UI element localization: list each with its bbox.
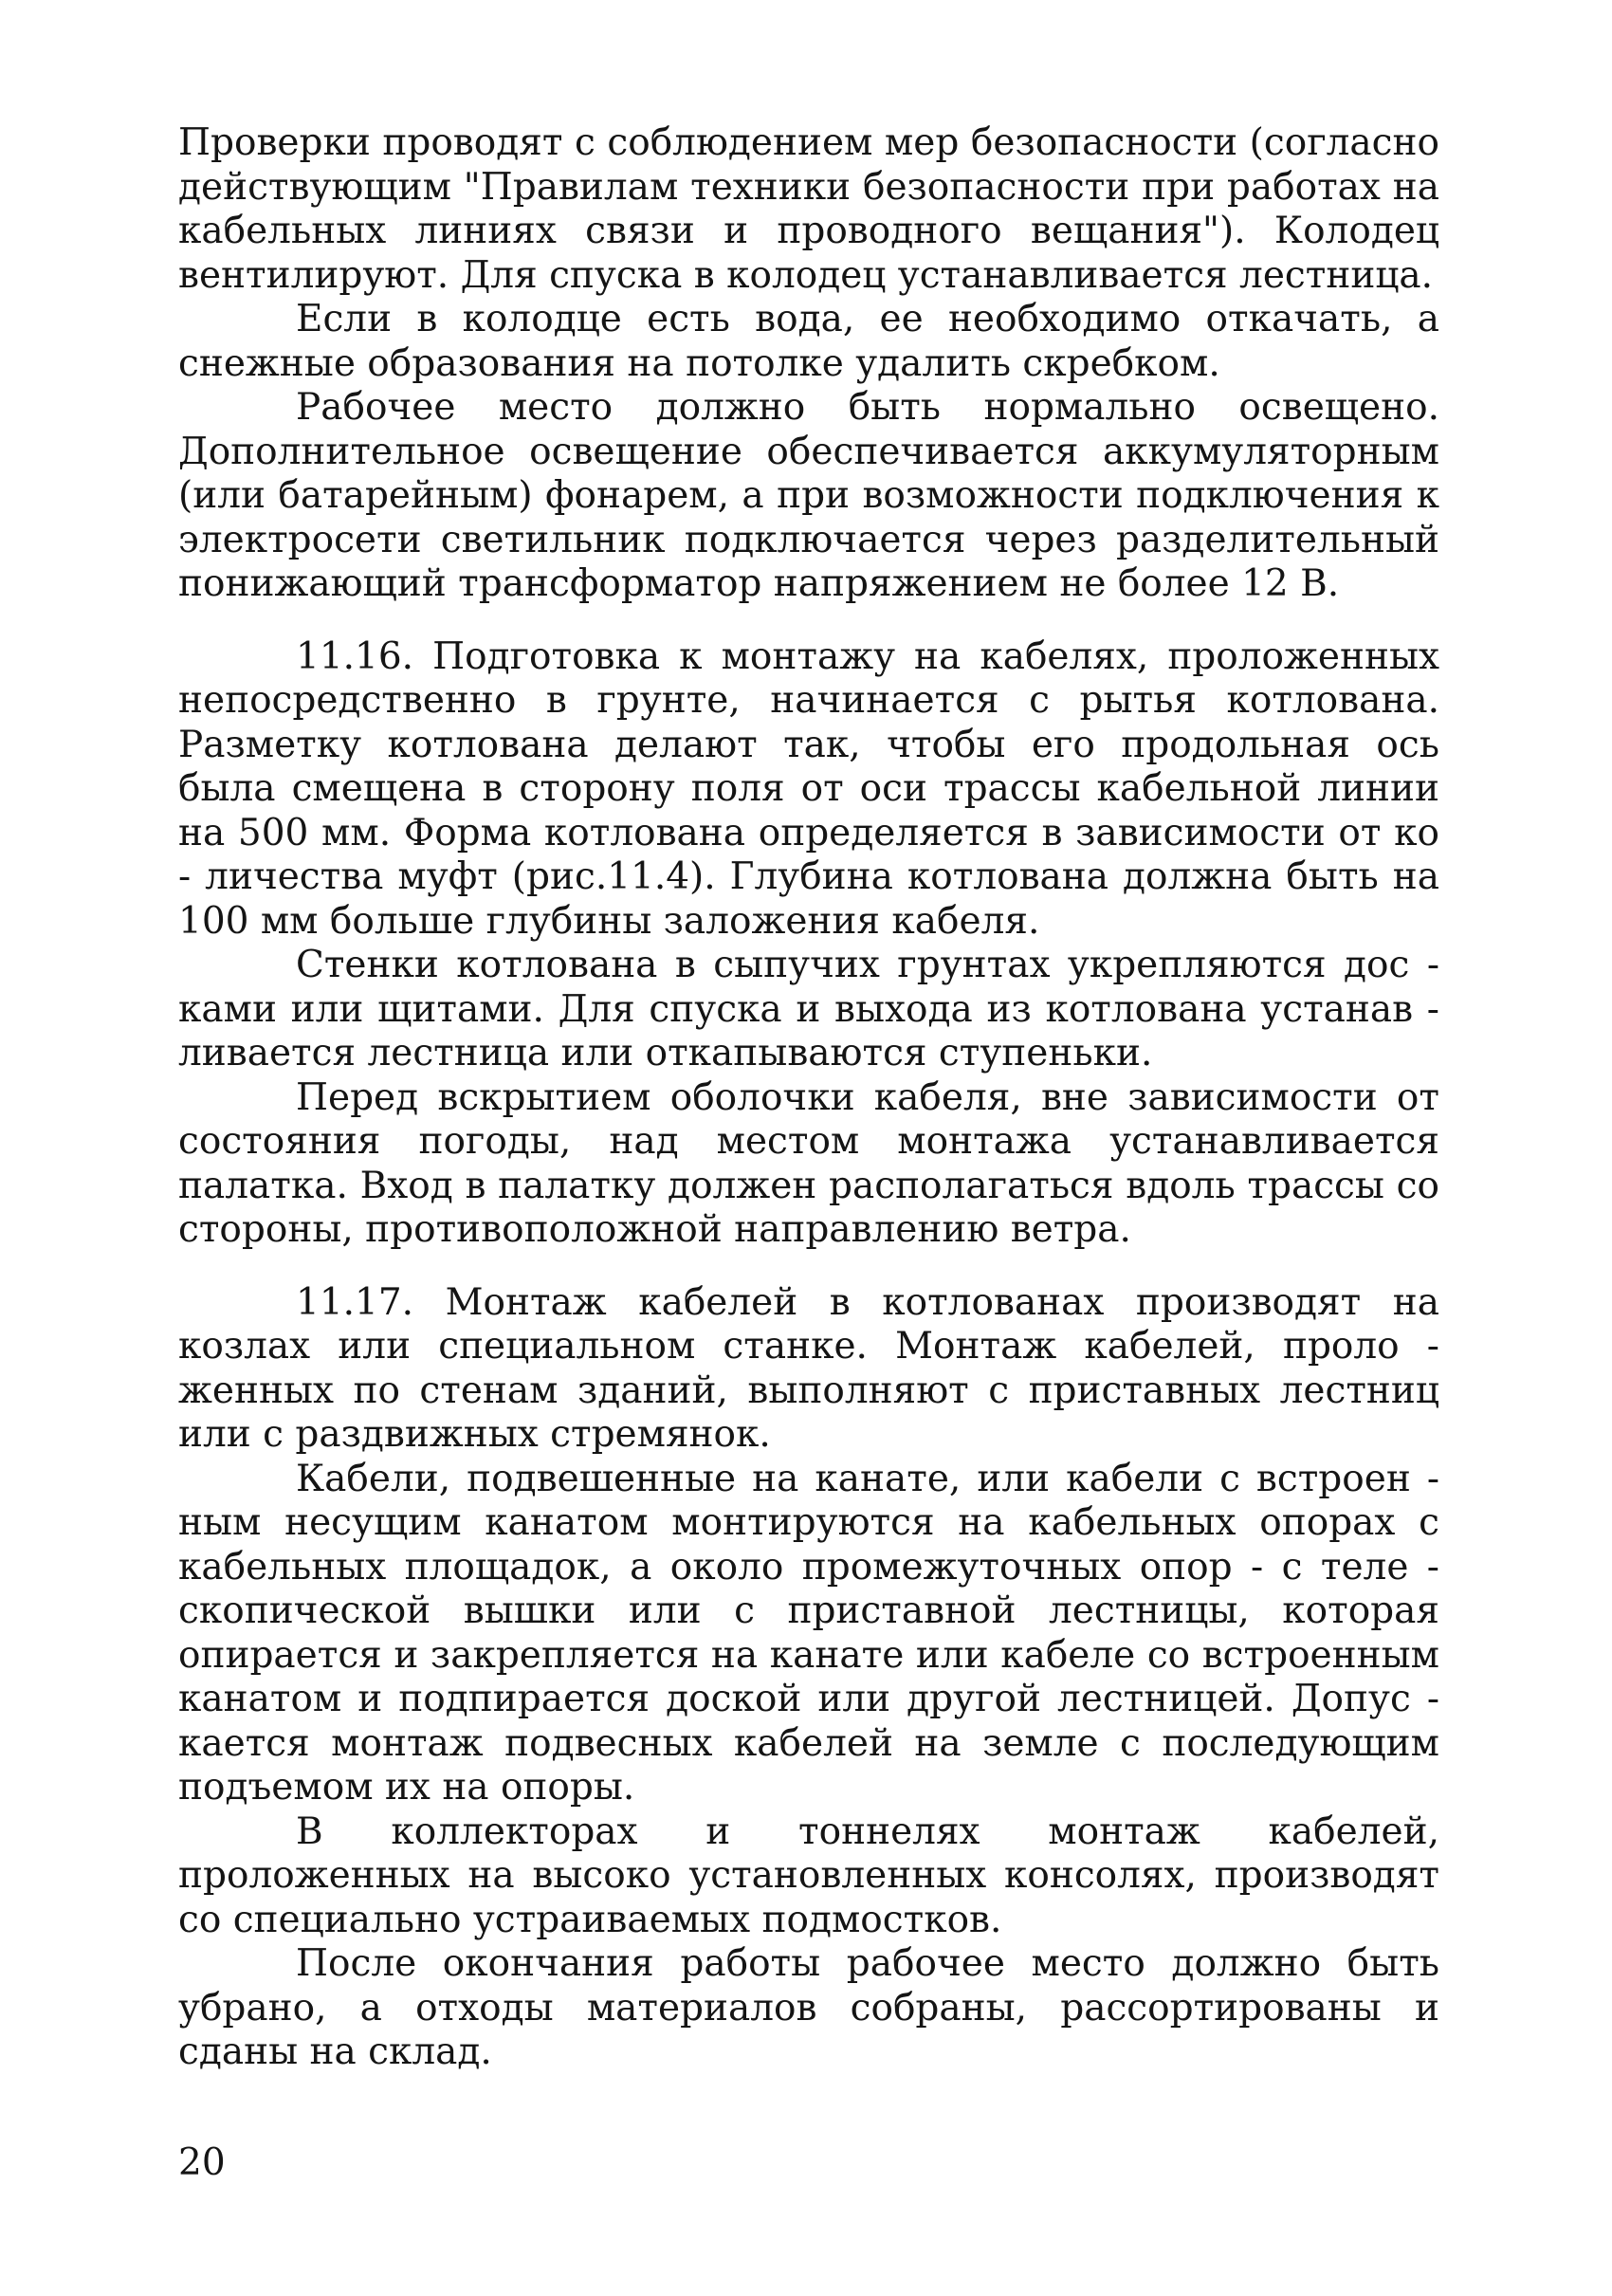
paragraph-suspended-cables: Кабели, подвешенные на канате, или кабели с встроен - ным несущим канатом монтируются на кабельных опорах с кабельных площадок, а около промежуточных опор - с теле - скопической вышки или с приставной лестницы, которая опирается и закрепляется на канате или кабеле со встроенным канатом и подпирается доской или другой лестницей. Допус - кается монтаж подвесных кабелей на земле с последующим подъемом их на опоры. (178, 1457, 1439, 1809)
paragraph-lighting: Рабочее место должно быть нормально освещено. Дополнительное освещение обеспечивается аккумуляторным (или батарейным) фонарем, а при возможности подключения к электросети светильник подключается через разделительный понижающий трансформатор напряжением не более 12 В. (178, 386, 1439, 605)
paragraph-cleanup: После окончания работы рабочее место должно быть убрано, а отходы материалов собраны, рассортированы и сданы на склад. (178, 1942, 1439, 2073)
paragraph-pit-walls: Стенки котлована в сыпучих грунтах укрепляются дос - ками или щитами. Для спуска и выхода из котлована устанав - ливается лестница или откапываются ступеньки. (178, 944, 1439, 1075)
page-body (178, 121, 1439, 2075)
paragraph-safety-checks: Проверки проводят с соблюдением мер безопасности (согласно действующим "Правилам техники безопасности при работах на кабельных линиях связи и проводного вещания"). Колодец вентилируют. Для спуска в колодец устанавливается лестница. (178, 121, 1439, 297)
paragraph-collectors: В коллекторах и тоннелях монтаж кабелей, проложенных на высоко установленных консолях, производят со специально устраиваемых подмостков. (178, 1809, 1439, 1941)
page-number: 20 (178, 2141, 226, 2184)
section-gap (178, 607, 1439, 635)
paragraph-section-11-16: 11.16. Подготовка к монтажу на кабелях, проложенных непосредственно в грунте, начинается с рытья котлована. Разметку котлована делают так, чтобы его продольная ось была смещена в сторону поля от оси трассы кабельной линии на 500 мм. Форма котлована определяется в зависимости от ко - личества муфт (рис.11.4). Глубина котлована должна быть на 100 мм больше глубины заложения кабеля. (178, 634, 1439, 943)
paragraph-water-removal: Если в колодце есть вода, ее необходимо откачать, а снежные образования на потолке удалить скребком. (178, 298, 1439, 385)
paragraph-section-11-17: 11.17. Монтаж кабелей в котлованах производят на козлах или специальном станке. Монтаж кабелей, проло - женных по стенам зданий, выполняют с приставных лестниц или с раздвижных стремянок. (178, 1280, 1439, 1456)
section-gap (178, 1253, 1439, 1281)
paragraph-tent: Перед вскрытием оболочки кабеля, вне зависимости от состояния погоды, над местом монтажа устанавливается палатка. Вход в палатку должен располагаться вдоль трассы со стороны, противоположной направлению ветра. (178, 1075, 1439, 1251)
